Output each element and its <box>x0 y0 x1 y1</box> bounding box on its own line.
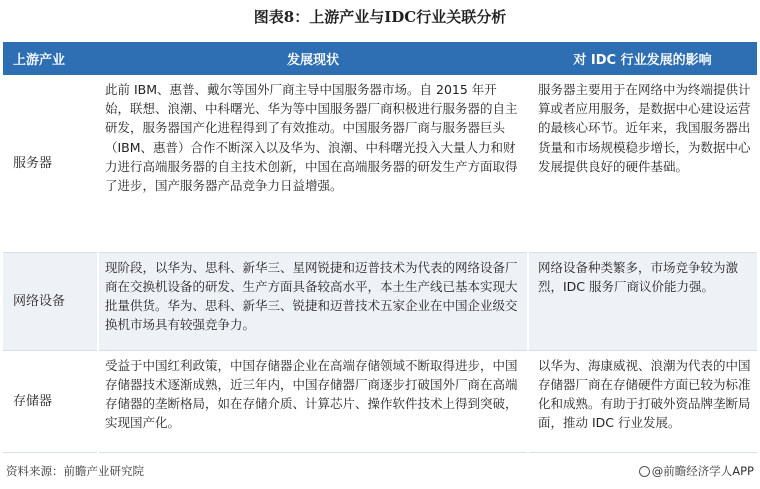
header-status: 发展现状 <box>98 42 528 75</box>
row-impact: 以华为、海康威视、浪潮为代表的中国存储器厂商在存储硬件方面已较为标准化和成熟。有助于打破外资品牌垄断局面，推动 IDC 行业发展。 <box>528 350 757 452</box>
table-row <box>3 252 757 350</box>
brand-credit <box>639 463 754 479</box>
brand-logo-icon <box>639 466 650 477</box>
header-impact: 对 IDC 行业发展的影响 <box>528 42 757 75</box>
industry-table <box>3 42 757 453</box>
row-category: 存储器 <box>3 350 98 452</box>
row-status: 受益于中国红利政策，中国存储器企业在高端存储领域不断取得进步，中国存储器技术逐渐成熟，近三年内，中国存储器厂商逐步打破国外厂商在高端存储器的垄断格局，如在存储介质、计算芯片、操作软件技术上得到突破，实现国产化。 <box>98 350 528 452</box>
row-category: 网络设备 <box>3 252 98 350</box>
row-impact: 网络设备种类繁多，市场竞争较为激烈，IDC 服务厂商议价能力强。 <box>528 252 757 350</box>
row-impact: 服务器主要用于在网络中为终端提供计算或者应用服务，是数据中心建设运营的最核心环节。近年来，我国服务器出货量和市场规模稳步增长，为数据中心发展提供良好的硬件基础。 <box>528 75 757 252</box>
header-category: 上游产业 <box>3 42 98 75</box>
chart-title: 图表8：上游产业与IDC行业关联分析 <box>253 8 507 26</box>
table-row <box>3 350 757 452</box>
row-status: 此前 IBM、惠普、戴尔等国外厂商主导中国服务器市场。自 2015 年开始，联想、浪潮、中科曙光、华为等中国服务器厂商积极进行服务器的自主研发，服务器国产化进程得到了有效推动。中国服务器厂商与服务器巨头（IBM、惠普）合作不断深入以及华为、浪潮、中科曙光投入大量人力和财力进行高端服务器的自主技术创新，中国在高端服务器的研发生产方面取得了进步，国产服务器产品竞争力日益增强。 <box>98 75 528 252</box>
table-header-row <box>3 42 757 75</box>
table-row <box>3 75 757 252</box>
row-category: 服务器 <box>3 75 98 252</box>
brand-text: @前瞻经济学人APP <box>651 464 754 478</box>
row-status: 现阶段，以华为、思科、新华三、星网锐捷和迈普技术为代表的网络设备厂商在交换机设备的研发、生产方面具备较高水平，本土生产线已基本实现大批量供货。华为、思科、新华三、锐捷和迈普技术五家企业在中国企业级交换机市场具有较强竞争力。 <box>98 252 528 350</box>
source-note: 资料来源：前瞻产业研究院 <box>6 464 144 478</box>
